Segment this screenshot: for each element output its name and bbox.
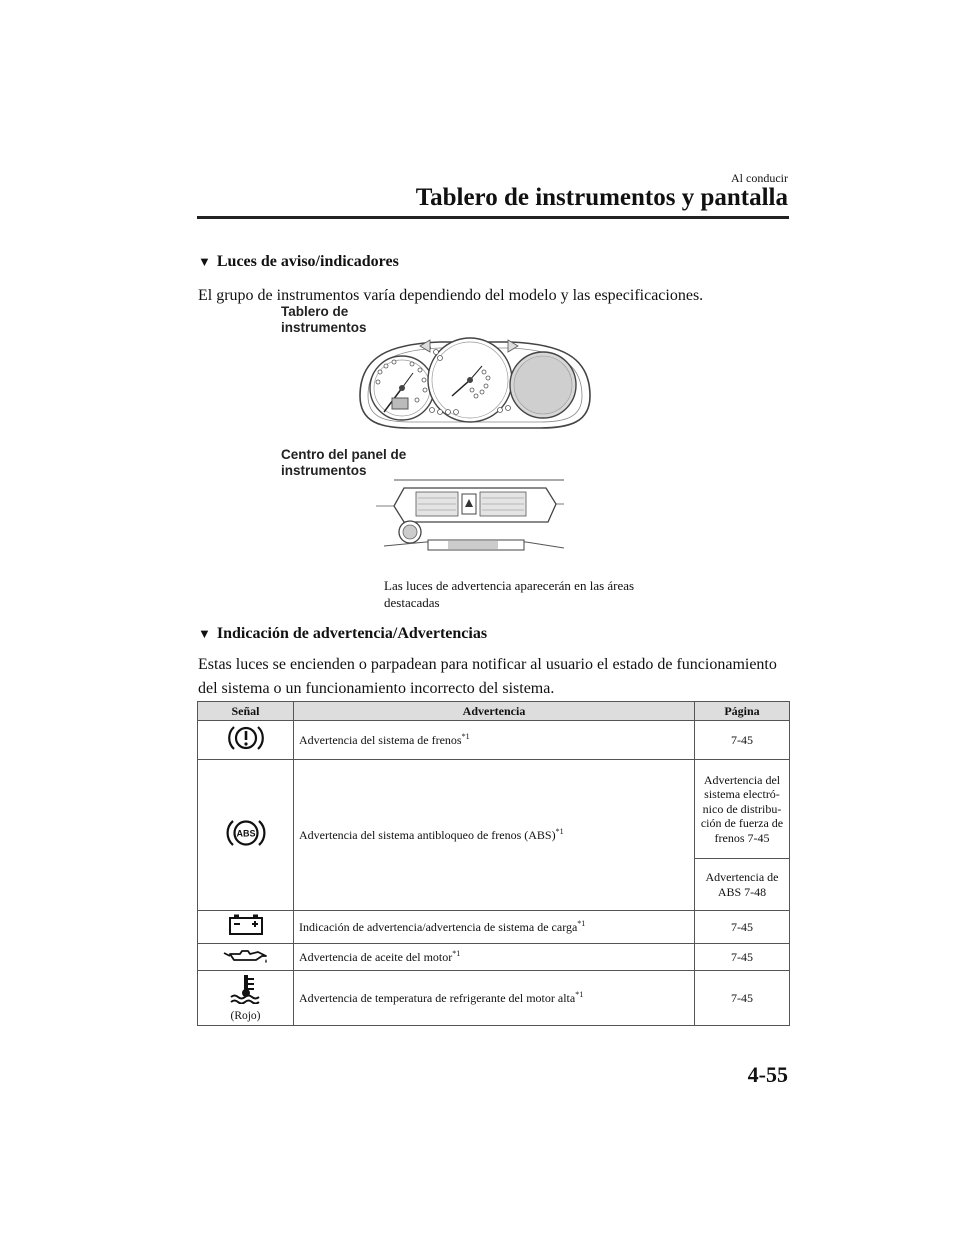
coolant-temperature-icon <box>228 974 264 1004</box>
column-header-page: Página <box>695 702 790 721</box>
chapter-label: Al conducir <box>731 171 788 185</box>
brake-warning-icon <box>226 723 266 753</box>
svg-text:ABS: ABS <box>235 828 256 839</box>
oil-can-icon <box>222 945 270 965</box>
warning-cell <box>294 721 695 760</box>
section-heading-warnings <box>198 625 487 643</box>
table-row <box>198 760 790 859</box>
warning-text: Advertencia del sistema antibloqueo de frenos (ABS) <box>299 828 556 842</box>
signal-cell <box>198 721 294 760</box>
warning-cell <box>294 971 695 1026</box>
warnings-paragraph: Estas luces se encienden o parpadean para notificar al usuario el estado de funcionamiento del sistema o un funcionamiento incorrecto del sistema. <box>198 656 777 697</box>
column-header-signal: Señal <box>198 702 294 721</box>
page-cell: 7-45 <box>695 721 790 760</box>
page-cell: 7-45 <box>695 911 790 944</box>
table-row <box>198 971 790 1026</box>
title-rule <box>197 216 789 219</box>
figure-label-center: Centro del panel de instrumentos <box>281 447 407 478</box>
table-row <box>198 911 790 944</box>
intro-paragraph: El grupo de instrumentos varía dependiendo del modelo y las especificaciones. <box>198 287 704 304</box>
table-row <box>198 721 790 760</box>
warning-cell <box>294 911 695 944</box>
battery-charge-icon <box>225 913 267 937</box>
warning-cell <box>294 760 695 911</box>
abs-warning-icon <box>224 816 268 850</box>
triangle-down-icon: ▼ <box>198 254 211 269</box>
page-number: 4-55 <box>747 1062 788 1087</box>
footnote-mark: *1 <box>555 827 564 836</box>
section-heading-lights <box>198 253 399 271</box>
signal-cell <box>198 911 294 944</box>
signal-cell <box>198 971 294 1026</box>
signal-cell <box>198 760 294 911</box>
column-header-warning: Advertencia <box>294 702 695 721</box>
warning-table <box>197 701 790 1026</box>
table-row <box>198 944 790 971</box>
section-heading-text: Luces de aviso/indicadores <box>216 253 399 270</box>
page-cell: Advertencia del sistema electró-nico de distribu-ción de fuerza de frenos 7-45 <box>695 760 790 859</box>
footnote-mark: *1 <box>575 990 584 999</box>
page-cell: Advertencia de ABS 7-48 <box>695 859 790 911</box>
signal-cell <box>198 944 294 971</box>
figure-caption: Las luces de advertencia aparecerán en las áreas destacadas <box>384 578 635 610</box>
section-heading-text: Indicación de advertencia/Advertencias <box>216 625 488 642</box>
warning-cell <box>294 944 695 971</box>
center-panel-illustration <box>376 476 566 566</box>
instrument-cluster-illustration <box>350 330 600 442</box>
figure-label-cluster: Tablero de instrumentos <box>281 304 367 335</box>
warning-text: Advertencia de aceite del motor <box>299 950 453 964</box>
page-cell: 7-45 <box>695 971 790 1026</box>
table-header-row <box>198 702 790 721</box>
warning-text: Advertencia de temperatura de refrigerante del motor alta <box>299 991 576 1005</box>
footnote-mark: *1 <box>461 732 470 741</box>
triangle-down-icon: ▼ <box>198 626 211 641</box>
footnote-mark: *1 <box>452 949 461 958</box>
footnote-mark: *1 <box>577 919 586 928</box>
page-cell: 7-45 <box>695 944 790 971</box>
page-title: Tablero de instrumentos y pantalla <box>415 184 788 211</box>
warning-text: Indicación de advertencia/advertencia de sistema de carga <box>299 920 578 934</box>
warning-text: Advertencia del sistema de frenos <box>299 733 462 747</box>
signal-color-note: (Rojo) <box>230 1010 261 1022</box>
